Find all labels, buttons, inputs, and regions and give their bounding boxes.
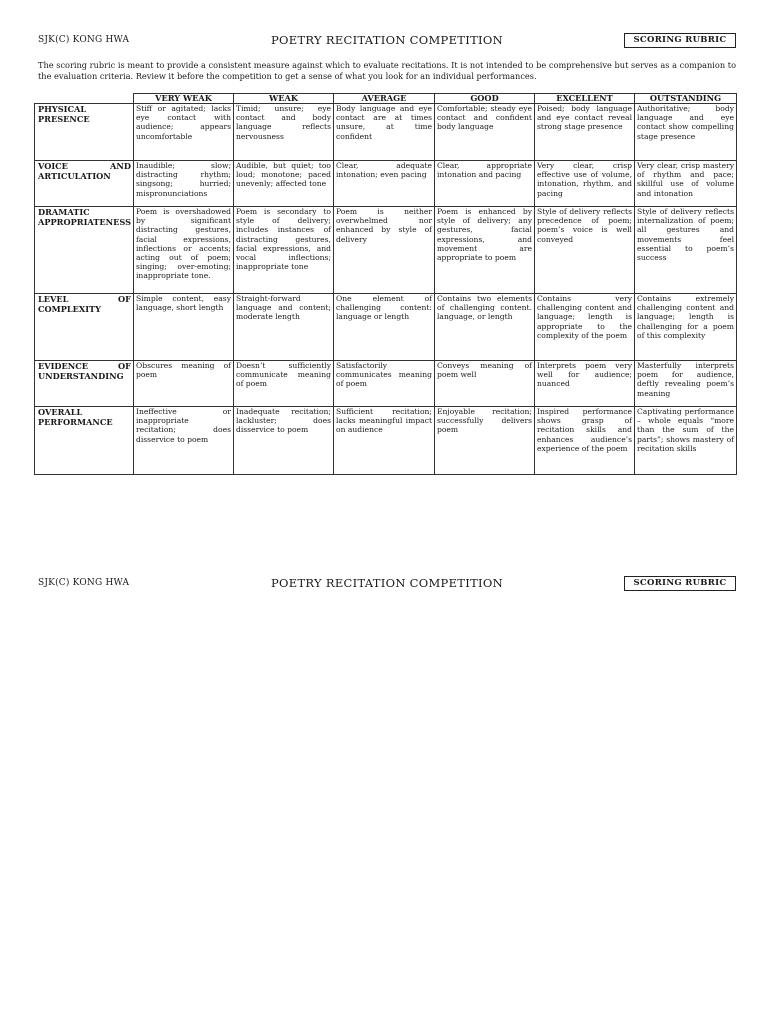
rubric-cell: Timid; unsure; eye contact and body language reflects nervousness (234, 104, 334, 161)
column-header: VERY WEAK (134, 94, 234, 104)
second-page-header (38, 576, 736, 592)
rubric-cell: Very clear, crisp mastery of rhythm and pace; skillful use of volume and intonation (635, 161, 737, 207)
table-row (35, 361, 737, 407)
column-header: AVERAGE (334, 94, 435, 104)
scoring-rubric-badge: SCORING RUBRIC (624, 576, 736, 591)
rubric-cell: Captivating performance – whole equals “more than the sum of the parts”; shows mastery of recitation skills (635, 407, 737, 475)
criterion-label: VOICE AND ARTICULATION (35, 161, 134, 207)
rubric-cell: Contains two elements of challenging content. language, or length (435, 294, 535, 361)
rubric-cell: Sufficient recitation; lacks meaningful impact on audience (334, 407, 435, 475)
rubric-cell: Stiff or agitated; lacks eye contact with audience; appears uncomfortable (134, 104, 234, 161)
rubric-cell: Contains very challenging content and language; length is appropriate to the complexity of the poem (535, 294, 635, 361)
rubric-cell: Audible, but quiet; too loud; monotone; paced unevenly; affected tone (234, 161, 334, 207)
rubric-cell: Very clear, crisp effective use of volume, intonation, rhythm, and pacing (535, 161, 635, 207)
table-row (35, 104, 737, 161)
school-name: SJK(C) KONG HWA (38, 578, 130, 588)
column-header: GOOD (435, 94, 535, 104)
rubric-cell: Contains extremely challenging content and language; length is challenging for a poem of this complexity (635, 294, 737, 361)
rubric-cell: Simple content, easy language, short length (134, 294, 234, 361)
rubric-cell: Style of delivery reflects internalization of poem; all gestures and movements feel essential to poem’s success (635, 207, 737, 294)
table-row (35, 161, 737, 207)
rubric-cell: Ineffective or inappropriate recitation; does disservice to poem (134, 407, 234, 475)
rubric-cell: Style of delivery reflects precedence of poem; poem’s voice is well conveyed (535, 207, 635, 294)
rubric-cell: Interprets poem very well for audience; nuanced (535, 361, 635, 407)
criterion-label: PHYSICAL PRESENCE (35, 104, 134, 161)
document-title: POETRY RECITATION COMPETITION (270, 576, 503, 590)
rubric-cell: Obscures meaning of poem (134, 361, 234, 407)
rubric-cell: Body language and eye contact are at times unsure, at time confident (334, 104, 435, 161)
rubric-cell: Poem is overshadowed by significant distracting gestures, facial expressions, inflections or accents; acting out of poem; singing; over-emoting; inappropriate tone. (134, 207, 234, 294)
rubric-cell: Inaudible; slow; distracting rhythm; singsong; hurried; mispronunciations (134, 161, 234, 207)
document-title: POETRY RECITATION COMPETITION (270, 33, 503, 47)
school-name: SJK(C) KONG HWA (38, 35, 130, 45)
rubric-cell: Doesn’t sufficiently communicate meaning of poem (234, 361, 334, 407)
rubric-cell: Poised; body language and eye contact reveal strong stage presence (535, 104, 635, 161)
rubric-cell: Poem is enhanced by style of delivery; any gestures, facial expressions, and movement are appropriate to poem (435, 207, 535, 294)
criterion-label: OVERALL PERFORMANCE (35, 407, 134, 475)
criterion-label: EVIDENCE OF UNDERSTANDING (35, 361, 134, 407)
table-row (35, 207, 737, 294)
rubric-cell: Masterfully interprets poem for audience, deftly revealing poem’s meaning (635, 361, 737, 407)
rubric-cell: Inspired performance shows grasp of recitation skills and enhances audience’s experience of the poem (535, 407, 635, 475)
rubric-cell: One element of challenging content: language or length (334, 294, 435, 361)
column-header: WEAK (234, 94, 334, 104)
scoring-rubric-badge: SCORING RUBRIC (624, 33, 736, 48)
column-header: OUTSTANDING (635, 94, 737, 104)
rubric-cell: Comfortable; steady eye contact and confident body language (435, 104, 535, 161)
rubric-cell: Straight-forward language and content; moderate length (234, 294, 334, 361)
rubric-table (34, 93, 737, 475)
rubric-cell: Enjoyable recitation; successfully delivers poem (435, 407, 535, 475)
rubric-cell: Poem is secondary to style of delivery; includes instances of distracting gestures, facial expressions, and vocal inflections; inappropriate tone (234, 207, 334, 294)
table-row (35, 294, 737, 361)
intro-paragraph: The scoring rubric is meant to provide a consistent measure against which to evaluate recitations. It is not intended to be comprehensive but serves as a companion to the evaluation criteria. Review it before the competition to get a sense of what you look for an individual performances. (38, 60, 736, 81)
rubric-corner-cell (35, 94, 134, 104)
criterion-label: DRAMATIC APPROPRIATENESS (35, 207, 134, 294)
rubric-cell: Clear, adequate intonation; even pacing (334, 161, 435, 207)
rubric-cell: Poem is neither overwhelmed nor enhanced by style of delivery (334, 207, 435, 294)
table-row (35, 407, 737, 475)
rubric-cell: Satisfactorily communicates meaning of poem (334, 361, 435, 407)
rubric-header-row (35, 94, 737, 104)
column-header: EXCELLENT (535, 94, 635, 104)
rubric-cell: Conveys meaning of poem well (435, 361, 535, 407)
page-header (38, 33, 736, 49)
rubric-cell: Authoritative; body language and eye contact show compelling stage presence (635, 104, 737, 161)
rubric-cell: Inadequate recitation; lackluster; does disservice to poem (234, 407, 334, 475)
criterion-label: LEVEL OF COMPLEXITY (35, 294, 134, 361)
rubric-cell: Clear, appropriate intonation and pacing (435, 161, 535, 207)
